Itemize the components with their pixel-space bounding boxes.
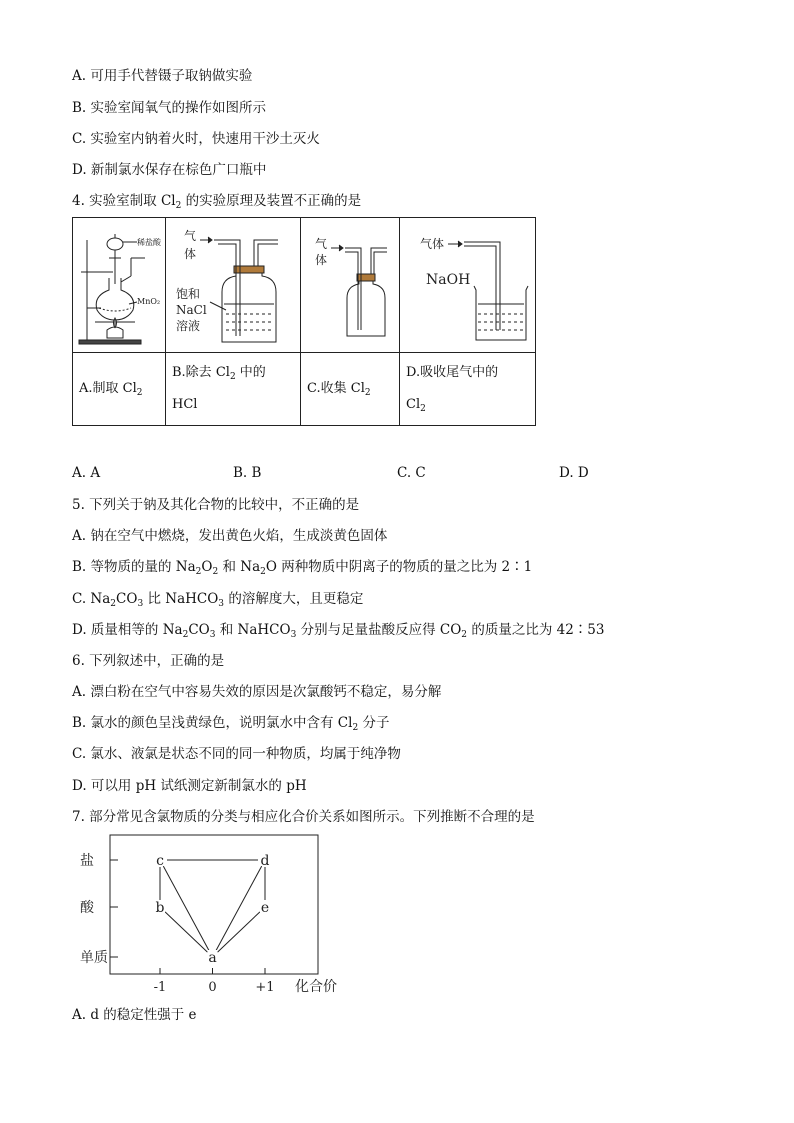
x-tick-label: 0	[208, 980, 217, 995]
caption-d: D.吸收尾气中的 $Cl_2$	[400, 353, 536, 426]
q4-option-a: A. A	[72, 465, 101, 481]
q4-stem: 4. 实验室制取 $Cl_2$ 的实验原理及装置不正确的是	[72, 193, 362, 211]
link-line	[165, 912, 207, 952]
q5-option-d: D. 质量相等的 $Na_2CO_3$ 和 NaHCO$_3$ 分别与足量盐酸反应得 $CO_2$ 的质量之比为 42∶53	[72, 622, 605, 640]
point-label: b	[155, 900, 165, 916]
point-label: a	[208, 950, 217, 966]
y-category-label: 盐	[80, 853, 94, 869]
naoh-label: NaOH	[426, 272, 471, 288]
q6-option-a: A. 漂白粉在空气中容易失效的原因是次氯酸钙不稳定，易分解	[72, 684, 442, 700]
apparatus-d-image	[400, 218, 536, 353]
q7-option-a: A. d 的稳定性强于 e	[72, 1007, 197, 1023]
solution-label: 饱和	[176, 287, 201, 301]
link-line	[218, 912, 260, 952]
q5-option-a: A. 钠在空气中燃烧，发出黄色火焰，生成淡黄色固体	[72, 528, 388, 544]
q4-option-d: D. D	[559, 465, 589, 481]
apparatus-b-image	[166, 218, 301, 353]
q3-option-b: B. 实验室闻氧气的操作如图所示	[72, 100, 267, 116]
caption-c: C.收集 $Cl_2$	[301, 353, 400, 426]
x-tick-label: +1	[255, 980, 275, 995]
q6-option-d: D. 可以用 pH 试纸测定新制氯水的 pH	[72, 778, 307, 794]
gas-label: 体	[184, 247, 197, 261]
q3-option-a: A. 可用手代替镊子取钠做实验	[72, 68, 253, 84]
chlorine-valence-chart	[80, 830, 370, 1000]
q5-stem: 5. 下列关于钠及其化合物的比较中，不正确的是	[72, 497, 360, 513]
point-label: e	[260, 900, 270, 916]
gas-label: 气体	[420, 237, 445, 251]
gas-label: 气	[184, 229, 197, 243]
q5-option-c: C. $Na_2CO_3$ 比 NaHCO$_3$ 的溶解度大，且更稳定	[72, 591, 364, 609]
gas-label: 体	[315, 253, 328, 267]
x-axis-label: 化合价	[295, 979, 337, 995]
apparatus-table	[72, 217, 536, 426]
point-label: d	[260, 853, 270, 869]
q7-stem: 7. 部分常见含氯物质的分类与相应化合价关系如图所示。下列推断不合理的是	[72, 809, 535, 825]
q6-option-c: C. 氯水、液氯是状态不同的同一种物质，均属于纯净物	[72, 746, 401, 762]
solution-label: NaCl	[176, 303, 207, 317]
q4-option-b: B. B	[233, 465, 262, 481]
gas-label: 气	[315, 237, 328, 251]
apparatus-c-image	[301, 218, 400, 353]
q3-option-c: C. 实验室内钠着火时，快速用干沙土灭火	[72, 131, 320, 147]
y-category-label: 单质	[80, 950, 108, 966]
caption-a: A.制取 $Cl_2$	[73, 353, 166, 426]
link-line	[163, 866, 209, 951]
label-mno2: MnO₂	[137, 297, 161, 306]
q3-option-d: D. 新制氯水保存在棕色广口瓶中	[72, 162, 267, 178]
apparatus-a-image	[73, 218, 166, 353]
point-label: c	[156, 853, 164, 869]
q6-option-b: B. 氯水的颜色呈浅黄绿色，说明氯水中含有 $Cl_2$ 分子	[72, 715, 390, 733]
caption-b: B.除去 $Cl_2$ 中的 HCl	[166, 353, 301, 426]
q4-option-c: C. C	[397, 465, 426, 481]
q6-stem: 6. 下列叙述中，正确的是	[72, 653, 225, 669]
x-tick-label: -1	[153, 980, 167, 995]
link-line	[216, 866, 262, 951]
solution-label: 溶液	[176, 319, 201, 333]
label-dilute-hcl: 稀盐酸	[137, 238, 161, 247]
y-category-label: 酸	[80, 900, 94, 916]
q5-option-b: B. 等物质的量的 $Na_2O_2$ 和 $Na_2O$ 两种物质中阴离子的物质的量之比为 2∶1	[72, 559, 533, 577]
